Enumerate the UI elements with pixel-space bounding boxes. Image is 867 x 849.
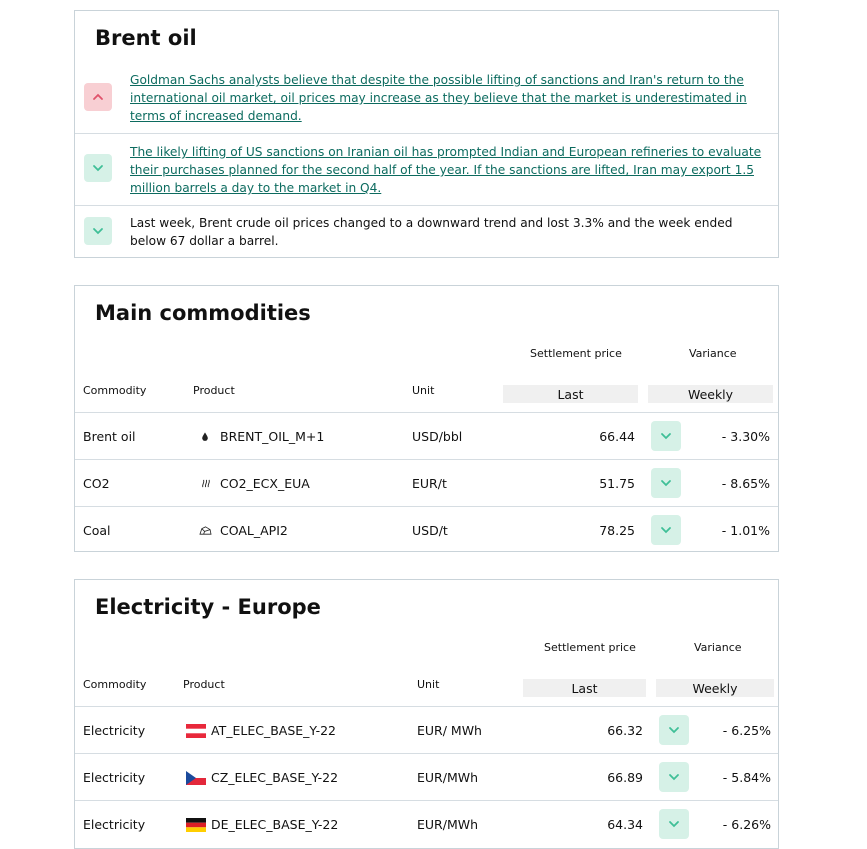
chevron-down-icon <box>92 225 104 237</box>
chevron-up-icon <box>92 91 104 103</box>
trend-down-badge <box>651 515 681 545</box>
trend-up-badge <box>84 83 112 111</box>
table-row <box>75 706 778 754</box>
variance-header: Variance <box>694 641 742 654</box>
trend-down-badge <box>651 468 681 498</box>
trend-down-badge <box>84 217 112 245</box>
table-row <box>75 412 778 460</box>
unit-cell: EUR/MWh <box>417 817 479 832</box>
news-item <box>75 205 778 259</box>
main-commodities-title: Main commodities <box>95 301 311 325</box>
commodity-column-header: Commodity <box>83 678 147 691</box>
trend-down-badge <box>659 715 689 745</box>
weekly-variance-cell: - 5.84% <box>722 770 771 785</box>
news-item <box>75 69 778 133</box>
unit-cell: EUR/ MWh <box>417 723 482 738</box>
last-column-header: Last <box>523 679 646 697</box>
last-column-header: Last <box>503 385 638 403</box>
last-price-cell: 66.32 <box>607 723 643 738</box>
last-price-cell: 66.89 <box>607 770 643 785</box>
electricity-europe-card <box>74 579 779 849</box>
trend-down-badge <box>84 154 112 182</box>
news-text: Last week, Brent crude oil prices changed to a downward trend and lost 3.3% and the week ended below 67 dollar a barrel. <box>130 216 733 248</box>
news-link[interactable]: Goldman Sachs analysts believe that despite the possible lifting of sanctions and Iran's return to the international oil market, oil prices may increase as they believe that the market is underestimated in terms of increased demand. <box>130 73 747 123</box>
commodity-cell: Electricity <box>83 817 146 832</box>
last-price-cell: 66.44 <box>599 429 635 444</box>
weekly-column-header: Weekly <box>656 679 774 697</box>
product-cell: DE_ELEC_BASE_Y-22 <box>211 817 339 832</box>
co2-icon <box>196 477 214 491</box>
last-price-cell: 78.25 <box>599 523 635 538</box>
unit-cell: EUR/MWh <box>417 770 479 785</box>
brent-oil-title: Brent oil <box>95 26 197 50</box>
unit-column-header: Unit <box>417 678 440 691</box>
trend-down-badge <box>659 809 689 839</box>
product-column-header: Product <box>193 384 235 397</box>
product-cell: AT_ELEC_BASE_Y-22 <box>211 723 336 738</box>
unit-cell: USD/bbl <box>412 429 463 444</box>
austria-flag-icon <box>186 724 206 738</box>
commodity-cell: CO2 <box>83 476 110 491</box>
unit-cell: EUR/t <box>412 476 447 491</box>
chevron-down-icon <box>668 818 680 830</box>
news-item <box>75 133 778 206</box>
last-price-cell: 51.75 <box>599 476 635 491</box>
table-row <box>75 753 778 801</box>
weekly-variance-cell: - 1.01% <box>721 523 770 538</box>
unit-cell: USD/t <box>412 523 448 538</box>
commodity-cell: Brent oil <box>83 429 136 444</box>
settlement-price-header: Settlement price <box>530 347 622 360</box>
variance-header: Variance <box>689 347 737 360</box>
chevron-down-icon <box>660 430 672 442</box>
electricity-europe-title: Electricity - Europe <box>95 595 321 619</box>
commodity-cell: Electricity <box>83 723 146 738</box>
chevron-down-icon <box>668 724 680 736</box>
chevron-down-icon <box>660 477 672 489</box>
chevron-down-icon <box>92 162 104 174</box>
table-row <box>75 459 778 507</box>
news-link[interactable]: The likely lifting of US sanctions on Iranian oil has prompted Indian and European refineries to evaluate their purchases planned for the second half of the year. If the sanctions are lifted, Iran may export 1.5 million barrels a day to the market in Q4. <box>130 145 762 195</box>
commodity-cell: Coal <box>83 523 111 538</box>
product-column-header: Product <box>183 678 225 691</box>
trend-down-badge <box>659 762 689 792</box>
table-row <box>75 800 778 848</box>
weekly-variance-cell: - 8.65% <box>721 476 770 491</box>
product-cell: CZ_ELEC_BASE_Y-22 <box>211 770 339 785</box>
product-cell: CO2_ECX_EUA <box>220 476 310 491</box>
weekly-variance-cell: - 3.30% <box>721 429 770 444</box>
czech-flag-icon <box>186 771 206 785</box>
commodity-column-header: Commodity <box>83 384 147 397</box>
settlement-price-header: Settlement price <box>544 641 636 654</box>
commodity-cell: Electricity <box>83 770 146 785</box>
coal-icon <box>196 524 214 538</box>
weekly-variance-cell: - 6.25% <box>722 723 771 738</box>
table-row <box>75 506 778 554</box>
product-cell: BRENT_OIL_M+1 <box>220 429 325 444</box>
germany-flag-icon <box>186 818 206 832</box>
oil-drop-icon <box>196 430 214 444</box>
chevron-down-icon <box>668 771 680 783</box>
last-price-cell: 64.34 <box>607 817 643 832</box>
weekly-column-header: Weekly <box>648 385 773 403</box>
trend-down-badge <box>651 421 681 451</box>
unit-column-header: Unit <box>412 384 435 397</box>
weekly-variance-cell: - 6.26% <box>722 817 771 832</box>
main-commodities-card <box>74 285 779 552</box>
product-cell: COAL_API2 <box>220 523 288 538</box>
chevron-down-icon <box>660 524 672 536</box>
brent-oil-card <box>74 10 779 258</box>
